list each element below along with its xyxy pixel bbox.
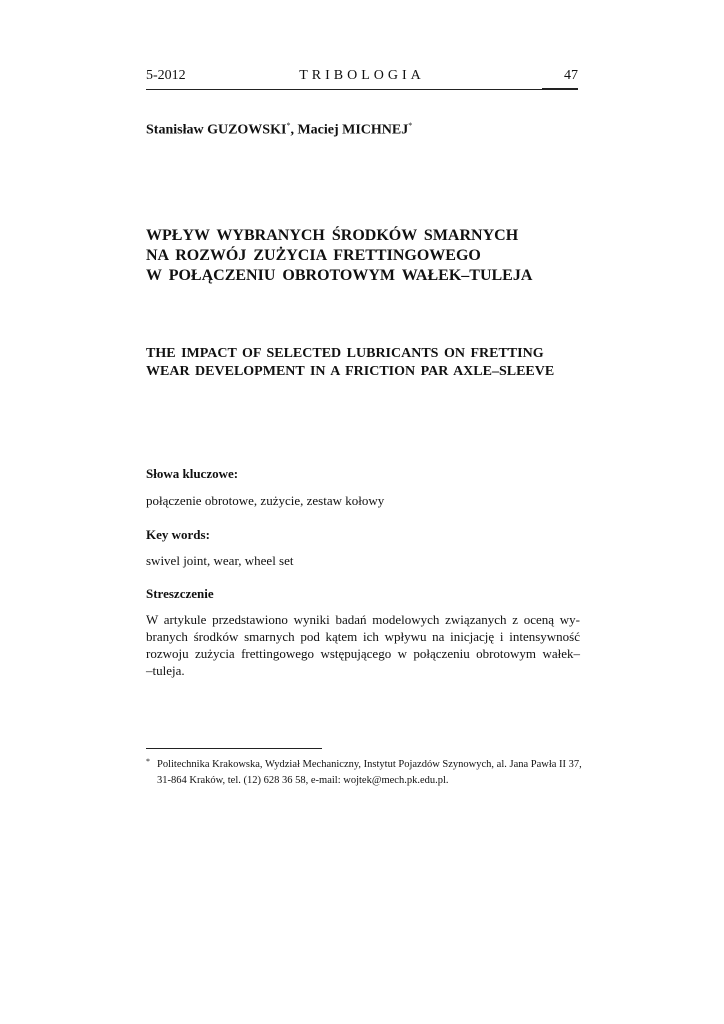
footnote-line: Politechnika Krakowska, Wydział Mechaniczny, Instytut Pojazdów Szynowych, al. Jana Pawła II 37,: [157, 759, 582, 770]
title-english: [146, 345, 586, 381]
abstract-heading: Streszczenie: [146, 586, 214, 601]
issue-number: 5-2012: [146, 68, 186, 83]
abstract-line: branych środków smarnych pod kątem ich wpływu na inicjację i intensywność: [146, 629, 580, 644]
keywords-en-text: swivel joint, wear, wheel set: [146, 553, 294, 568]
abstract-body: [146, 611, 580, 679]
footnote-line: 31-864 Kraków, tel. (12) 628 36 58, e-mail: wojtek@mech.pk.edu.pl.: [157, 775, 449, 786]
header-rule: [146, 89, 578, 90]
author-name: Stanisław GUZOWSKI: [146, 122, 287, 138]
title-polish: [146, 226, 586, 286]
footnote: [146, 757, 582, 789]
title-line: W POŁĄCZENIU OBROTOWYM WAŁEK–TULEJA: [146, 267, 533, 284]
author-name: Maciej MICHNEJ: [297, 122, 409, 138]
abstract-line: –tuleja.: [146, 663, 185, 678]
authors-line: [146, 121, 412, 139]
running-header: [146, 68, 578, 88]
keywords-pl-heading: Słowa kluczowe:: [146, 466, 239, 481]
title-line: NA ROZWÓJ ZUŻYCIA FRETTINGOWEGO: [146, 247, 481, 264]
page-number: 47: [564, 68, 578, 83]
title-line: WEAR DEVELOPMENT IN A FRICTION PAR AXLE–SLEEVE: [146, 364, 555, 379]
footnote-mark: *: [146, 757, 150, 766]
keywords-pl-text: połączenie obrotowe, zużycie, zestaw kołowy: [146, 493, 385, 508]
header-rule-accent: [542, 88, 578, 90]
footnote-rule: [146, 748, 322, 749]
keywords-en-heading: Key words:: [146, 527, 210, 542]
abstract-line: W artykule przedstawiono wyniki badań modelowych związanych z oceną wy-: [146, 612, 580, 627]
affiliation-mark: *: [286, 121, 291, 130]
affiliation-mark: *: [408, 121, 413, 130]
abstract-line: rozwoju zużycia frettingowego wstępującego w połączeniu obrotowym wałek–: [146, 646, 580, 661]
journal-name: TRIBOLOGIA: [299, 68, 425, 83]
title-line: WPŁYW WYBRANYCH ŚRODKÓW SMARNYCH: [146, 227, 519, 244]
title-line: THE IMPACT OF SELECTED LUBRICANTS ON FRETTING: [146, 346, 544, 361]
author-separator: ,: [290, 122, 298, 138]
